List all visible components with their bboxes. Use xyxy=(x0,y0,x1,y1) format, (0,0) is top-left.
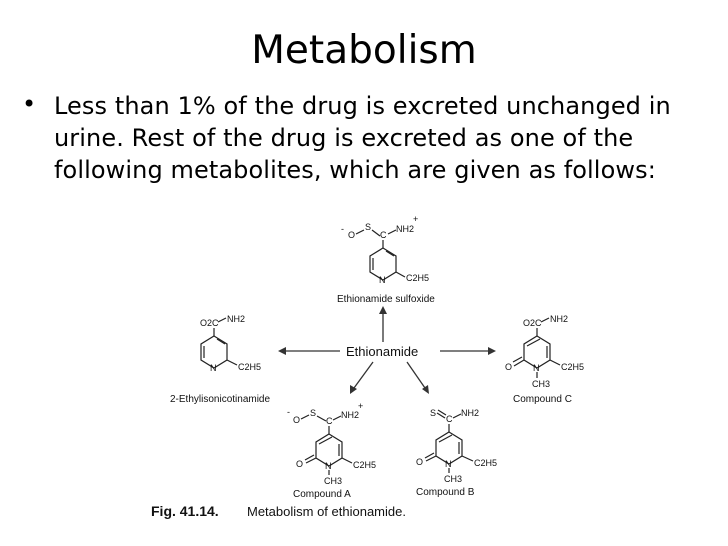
sulfur-label: S xyxy=(430,408,437,418)
nh2-label: NH2 xyxy=(550,314,569,324)
oxygen-label: O xyxy=(348,230,356,240)
center-label-ethionamide: Ethionamide xyxy=(346,344,419,359)
name-2-ethylisonicotinamide: 2-Ethylisonicotinamide xyxy=(170,394,271,405)
methyl-label: CH3 xyxy=(324,476,343,486)
name-compound-a: Compound A xyxy=(293,489,351,500)
nitrogen-label: N xyxy=(325,461,332,471)
charge-plus: + xyxy=(413,214,419,224)
oxygen-label: O xyxy=(293,415,301,425)
carbon-label: C xyxy=(380,230,387,240)
nitrogen-label: N xyxy=(533,363,540,373)
sulfur-label: S xyxy=(310,408,317,418)
nitrogen-label: N xyxy=(445,459,452,469)
name-compound-b: Compound B xyxy=(416,487,475,498)
bullet-marker: • xyxy=(22,90,37,118)
nh2-label: NH2 xyxy=(461,408,480,418)
nh2-label: NH2 xyxy=(227,314,246,324)
structure-compound-b xyxy=(416,408,497,498)
structure-2-ethylisonicotinamide xyxy=(170,314,270,405)
ring-oxygen-label: O xyxy=(296,459,304,469)
bullet-text: Less than 1% of the drug is excreted unchanged in urine. Rest of the drug is excreted as one of the following metabolites, which are given as follows: xyxy=(54,92,671,184)
figure-caption: Metabolism of ethionamide. xyxy=(247,504,406,519)
ethyl-label: C2H5 xyxy=(561,362,585,372)
ring-oxygen-label: O xyxy=(505,362,513,372)
structure-compound-a xyxy=(287,401,376,500)
carbonyl-label: O2C xyxy=(200,318,219,328)
sulfur-label: S xyxy=(365,222,372,232)
structure-ethionamide-sulfoxide xyxy=(337,214,435,305)
structure-compound-c xyxy=(505,314,584,405)
slide-title: Metabolism xyxy=(251,28,477,73)
name-compound-c: Compound C xyxy=(513,394,572,405)
carbonyl-label: O2C xyxy=(523,318,542,328)
carbon-label: C xyxy=(446,414,453,424)
name-ethionamide-sulfoxide: Ethionamide sulfoxide xyxy=(337,294,435,305)
nitrogen-label: N xyxy=(210,363,217,373)
ethyl-label: C2H5 xyxy=(353,460,377,470)
methyl-label: CH3 xyxy=(444,474,463,484)
nh2-label: NH2 xyxy=(341,410,360,420)
ethyl-label: C2H5 xyxy=(474,458,498,468)
charge-minus: - xyxy=(341,224,344,234)
charge-minus: - xyxy=(287,407,290,417)
nitrogen-label: N xyxy=(379,275,386,285)
figure-number: Fig. 41.14. xyxy=(151,503,219,519)
ring-oxygen-label: O xyxy=(416,457,424,467)
carbon-label: C xyxy=(326,416,333,426)
nh2-label: NH2 xyxy=(396,224,415,234)
charge-plus: + xyxy=(358,401,364,411)
ethyl-label: C2H5 xyxy=(238,362,262,372)
methyl-label: CH3 xyxy=(532,379,551,389)
ethyl-label: C2H5 xyxy=(406,273,430,283)
